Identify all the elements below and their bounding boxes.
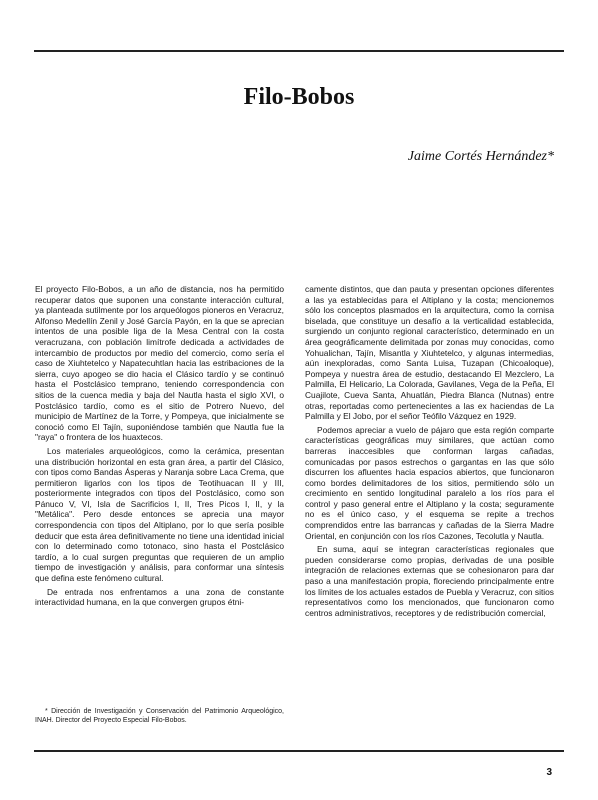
article-title: Filo-Bobos — [243, 84, 355, 110]
top-rule — [34, 50, 564, 52]
paragraph: Podemos apreciar a vuelo de pájaro que esta región comparte características geográficas muy similares, que actúan como barreras inaccesibles que conforman largas cañadas, comunicadas por pasos estrechos o gargantas en las que sólo discurren los afluentes hacia espacios abiertos, que funcionaron como bordes delimitadores de los sitios, permitiendo sólo un crecimiento en sentido longitudinal paralelo a los ríos para el control y paso general entre el Altiplano y la costa; seguramente no es el único caso, y el esquema se repite a trechos comprendidos entre las barrancas y cañadas de la Sierra Madre Oriental, en conjunción con los ríos Cazones, Tecolutla y Nautla. — [305, 424, 554, 541]
paragraph: Los materiales arqueológicos, como la cerámica, presentan una distribución horizontal en esta gran área, a partir del Clásico, con tipos como Bandas Ásperas y Naranja sobre Laca Crema, que permitieron ligarlos con los tipos de Teotihuacan II y III, posteriormente integrados con tipos del Postclásico, como son Pánuco V, VI, Isla de Sacrificios I, II, Tres Picos I, II, y la "Metálica". Pero desde entonces se aprecia una mayor correspondencia con tipos del Altiplano, por lo que sería posible deducir que esta área definitivamente no tiene una identidad inicial con lo determinado como totonaco, sino hasta el Postclásico tardío, a lo cual surgen preguntas que requieren de un amplio tiempo de investigación y análisis, para conformar una síntesis que defina este fenómeno cultural. — [35, 445, 284, 584]
author-byline: Jaime Cortés Hernández* — [407, 149, 554, 164]
footnote-text: * Dirección de Investigación y Conservación del Patrimonio Arqueológico, INAH. Director del Proyecto Especial Filo-Bobos. — [35, 708, 284, 724]
page-number: 3 — [546, 767, 552, 778]
paragraph: En suma, aquí se integran características regionales que pueden considerarse como propias, derivadas de una posible integración de relaciones externas que se cohesionaron para dar paso a una manifestación propia, floreciendo principalmente entre los límites de los actuales estados de Puebla y Veracruz, con sitios representativos como los mencionados, que funcionaron como centros administrativos, receptores y de redistribución comercial, — [305, 544, 554, 618]
footnote — [35, 707, 284, 725]
left-column — [35, 284, 284, 608]
paragraph: El proyecto Filo-Bobos, a un año de distancia, nos ha permitido recuperar datos que suponen una constante interacción cultural, ya planteada sutilmente por los arqueólogos pioneros en Veracruz, Alfonso Medellín Zenil y José García Payón, en la que se aprecian intentos de una posible liga de la Mesa Central con la costa veracruzana, con población limítrofe dedicada a actividades de intercambio de productos por medio del comercio, como sería el caso de Xiuhtetelco y Napatecuhtlan hacia las estribaciones de la sierra, cuyo apogeo se dio hacia el Clásico tardío y se continuó hasta el Postclásico temprano, teniendo correspondencia con sitios de la cuenca media y baja del Nautla hasta el siglo XVI, o Postclásico tardío, como es el sitio de Potrero Nuevo, del municipio de Martínez de la Torre, y Pompeya, que inicialmente se conoció como El Tajín, suponiéndose también que Nautla fue la "raya" o frontera de los huaxtecos. — [35, 284, 284, 443]
paragraph: camente distintos, que dan pauta y presentan opciones diferentes a las ya establecidas para el Altiplano y la costa; mencionemos sólo los conceptos plasmados en la arquitectura, como la cornisa biselada, que constituye un desafío a la verticalidad establecida, surgiendo un conjunto regional característico, determinado en un área geográficamente delimitada por zonas muy conocidas, como Yohualichan, Tajín, Misantla y Xiuhtetelco, y algunas intermedias, aún inexploradas, como Santa Luisa, Tuzapan (Chicoaloque), Pompeya y nuestra área de estudio, destacando El Mezclero, La Palmilla, El Helicario, La Colorada, Gavilanes, Vega de la Peña, El Cuajilote, Cueva Santa, Ahuatlán, Piedra Blanca (Nutnas) entre otras, reportadas como pertenecientes a las ex haciendas de La Palmilla y El Jobo, por el señor Teófilo Vázquez en 1929. — [305, 284, 554, 422]
bottom-rule — [34, 750, 564, 752]
right-column — [305, 284, 554, 618]
paragraph: De entrada nos enfrentamos a una zona de constante interactividad humana, en la que convergen grupos étni- — [35, 586, 284, 608]
